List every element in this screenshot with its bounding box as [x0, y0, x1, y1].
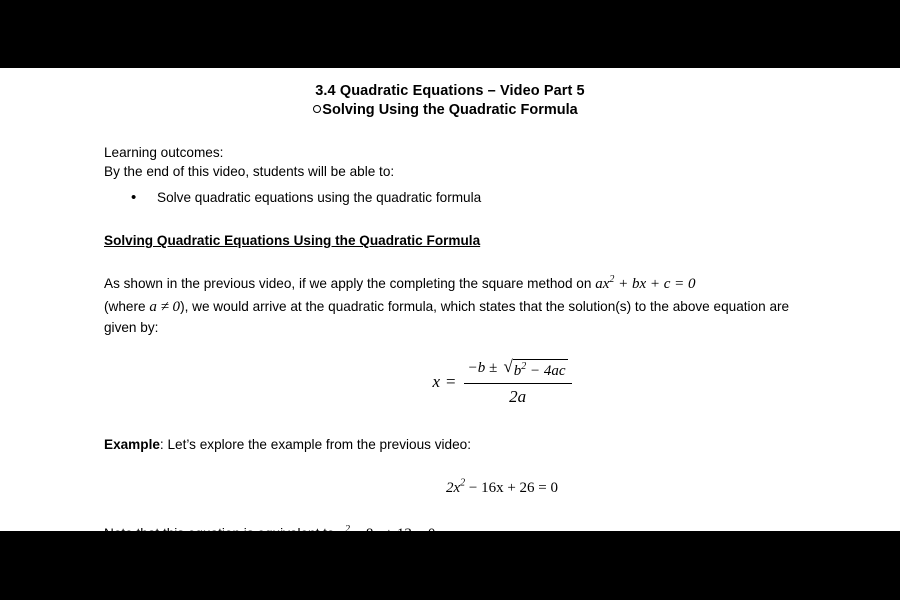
- paragraph-part-3: ), we would arrive at the quadratic formula, which states that the solution(s) to the above equation are given by:: [104, 298, 790, 336]
- learning-outcomes-intro: By the end of this video, students will be able to:: [104, 164, 395, 180]
- radicand-base: b: [513, 362, 522, 379]
- note-expr-base: x: [338, 525, 345, 542]
- example-intro: [104, 435, 900, 454]
- slide-body: [0, 143, 900, 545]
- formula-fraction: [464, 355, 572, 410]
- expr-ax: ax: [595, 276, 610, 293]
- formula-equals: =: [445, 372, 456, 392]
- formula-denominator: 2a: [509, 387, 527, 407]
- note-expr-rest: − 8x + 13 = 0: [349, 525, 436, 542]
- note-part-2: .: [435, 525, 440, 541]
- note-text: [104, 523, 900, 545]
- learning-outcomes-label: Learning outcomes:: [104, 145, 224, 160]
- example-equation-exponent: 2: [460, 477, 466, 489]
- expr-exponent: 2: [609, 274, 615, 286]
- bullet-dot-icon: •: [131, 188, 137, 206]
- formula-lhs: x: [432, 372, 440, 392]
- paragraph-part-2: (where: [104, 298, 150, 314]
- paragraph-part-1: As shown in the previous video, if we apply the completing the square method on: [104, 276, 596, 292]
- list-item: [131, 188, 900, 208]
- section-heading: Solving Quadratic Equations Using the Quadratic Formula: [104, 233, 481, 249]
- slide-title-block: [0, 68, 900, 118]
- expr-remainder: + bx + c = 0: [614, 276, 696, 293]
- slide-canvas: [0, 68, 900, 542]
- inline-expression-a-not-zero: a ≠ 0: [149, 298, 181, 315]
- quadratic-formula-block: [104, 355, 900, 410]
- radicand-exponent: 2: [521, 360, 527, 372]
- note-part-1: Note that this equation is equivalent to: [104, 525, 339, 541]
- body-paragraph: [104, 272, 794, 338]
- note-expression: [338, 523, 436, 542]
- radicand-rest: − 4ac: [526, 362, 566, 379]
- example-equation: [104, 475, 900, 499]
- quadratic-formula: [432, 355, 571, 410]
- square-root-icon: [503, 358, 567, 382]
- circle-bullet-icon: [313, 105, 321, 113]
- radical-symbol: √: [503, 356, 513, 376]
- numerator-prefix: −b ±: [467, 359, 498, 376]
- note-expr-exponent: 2: [344, 523, 350, 535]
- example-label: Example: [104, 437, 160, 453]
- formula-numerator: [464, 355, 572, 383]
- example-equation-rest: − 16x + 26 = 0: [465, 479, 559, 496]
- example-equation-lead: 2x: [445, 479, 461, 496]
- inline-expression-ax2bxc: [595, 276, 695, 292]
- page-subtitle: Solving Using the Quadratic Formula: [322, 102, 578, 118]
- slide-subtitle-row: [0, 102, 900, 118]
- page-title: 3.4 Quadratic Equations – Video Part 5: [315, 83, 585, 99]
- radicand: [513, 359, 568, 382]
- example-text: : Let’s explore the example from the previous video:: [159, 437, 471, 453]
- list-item-label: Solve quadratic equations using the quadratic formula: [157, 189, 482, 205]
